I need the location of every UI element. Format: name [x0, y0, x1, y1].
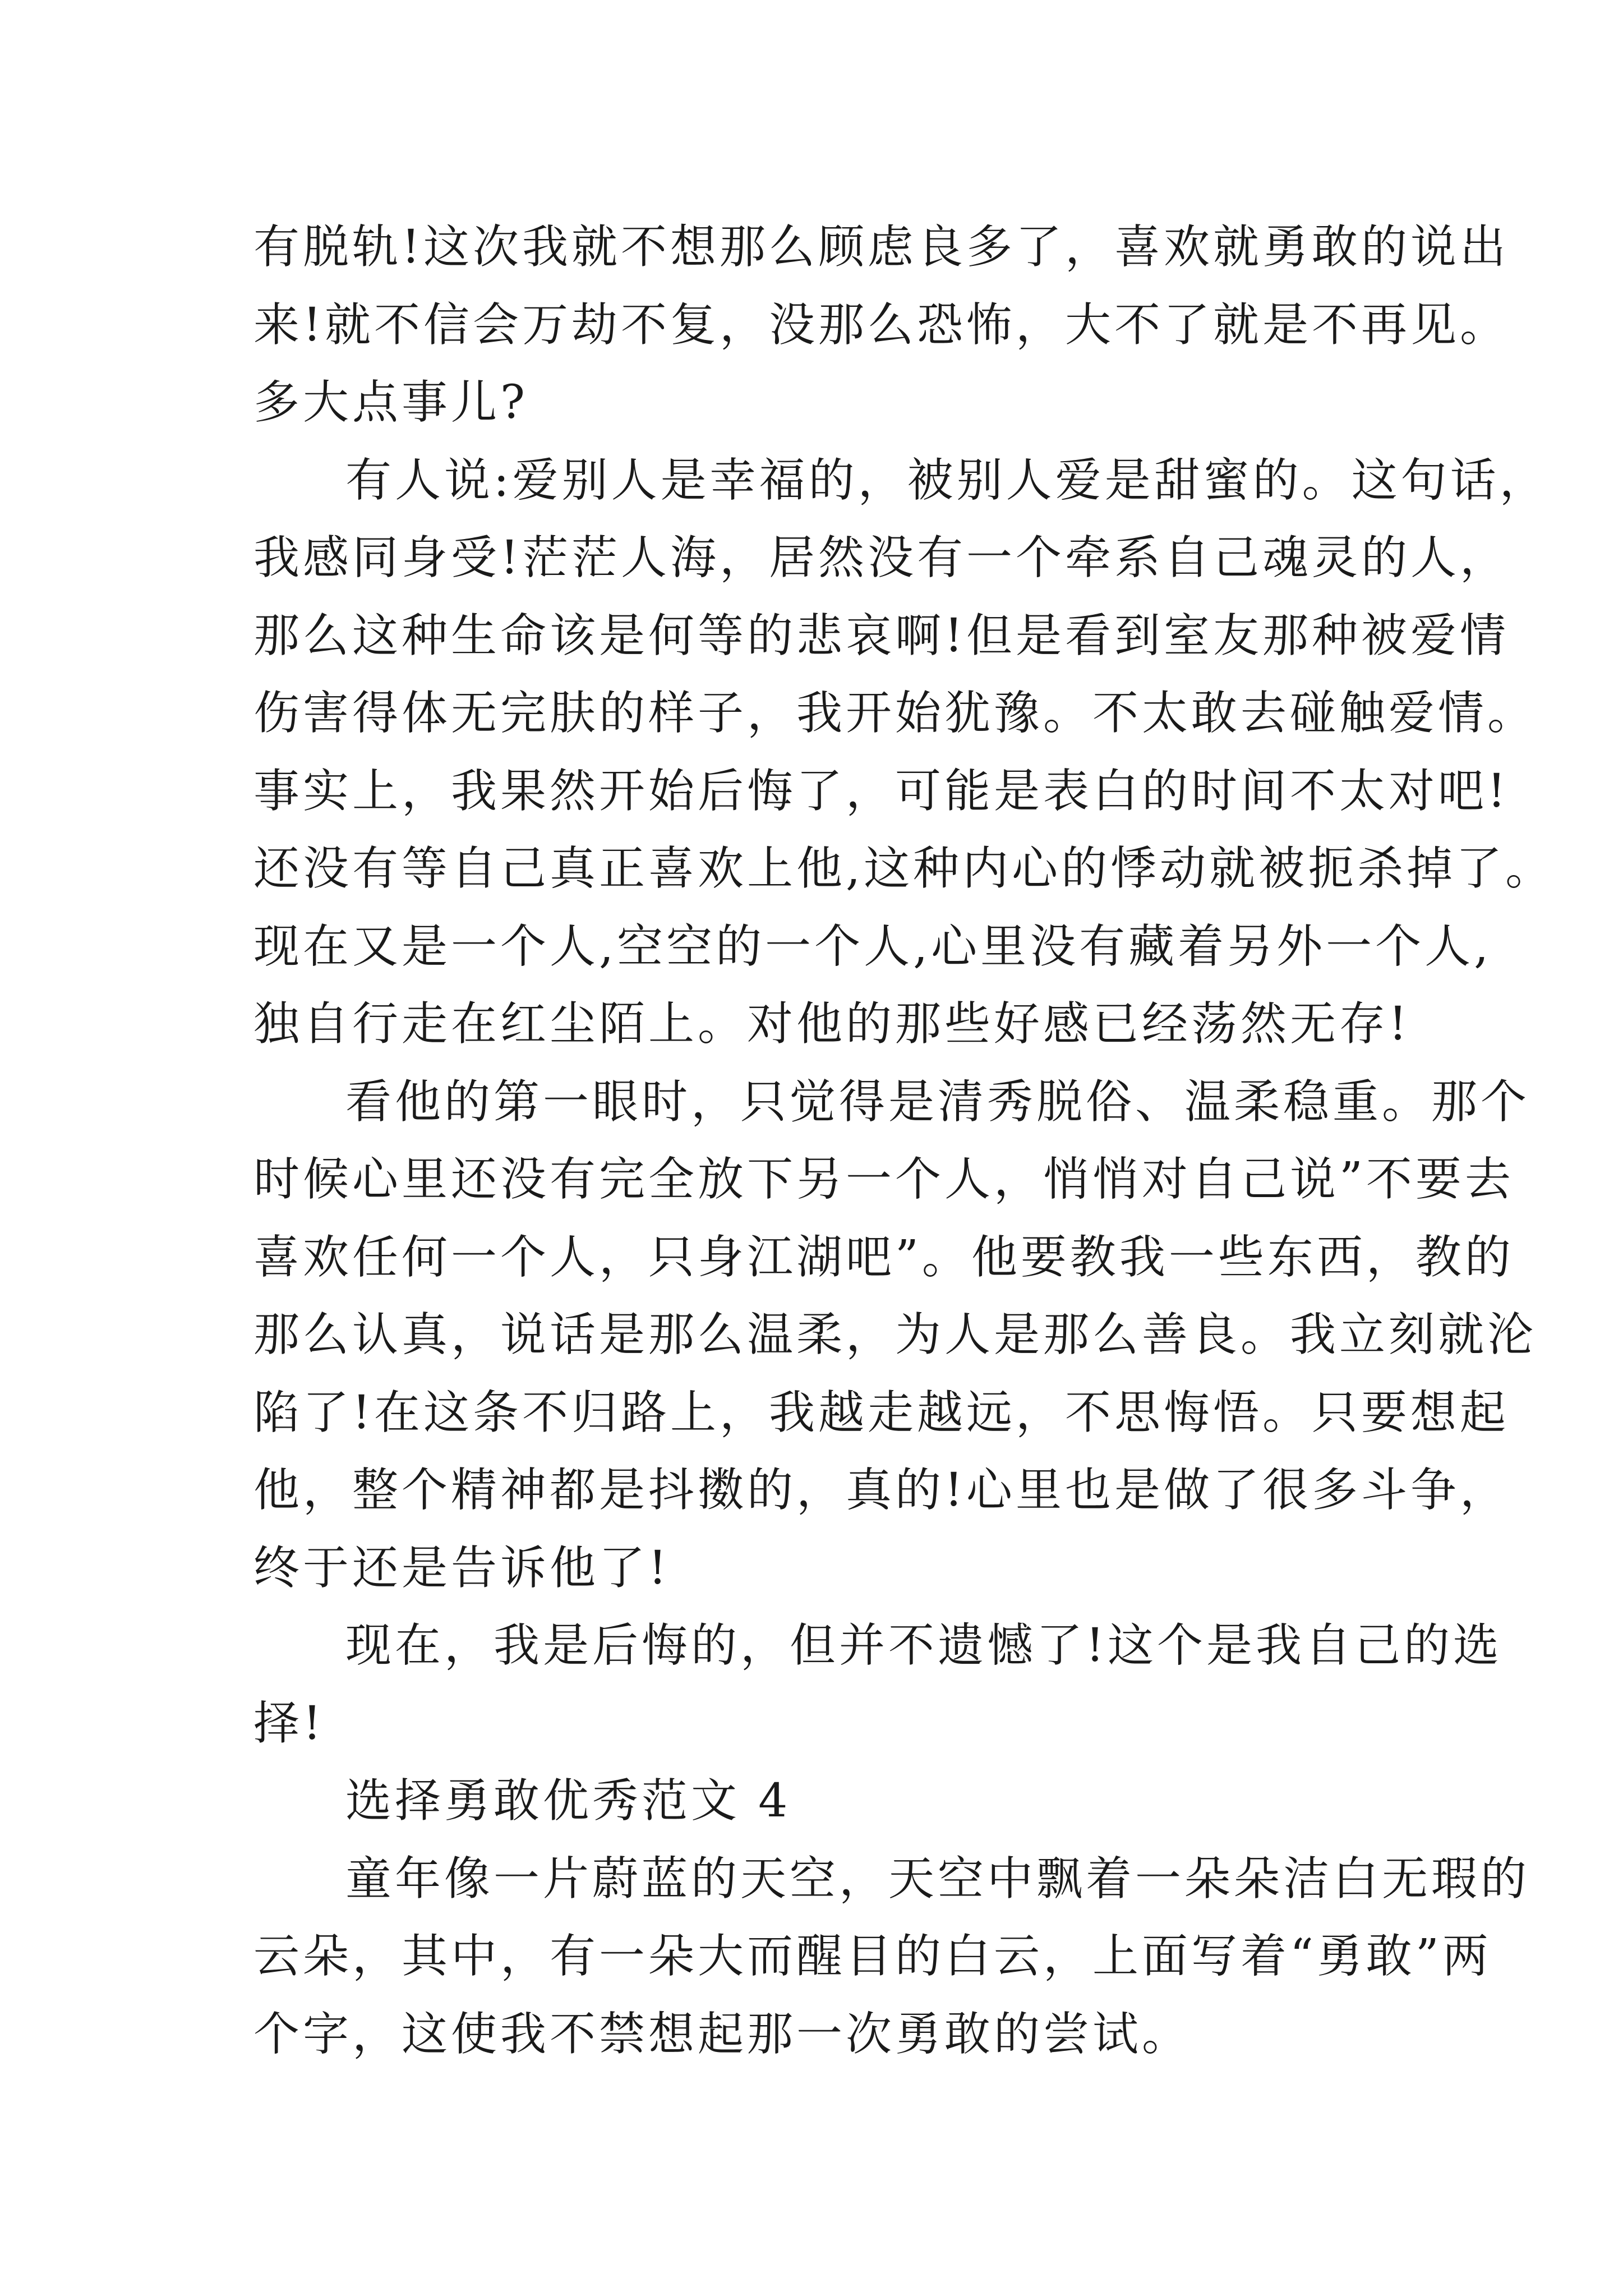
text-line: 有人说:爱别人是幸福的，被别人爱是甜蜜的。这句话，	[345, 453, 1549, 507]
text-line: 我感同身受!茫茫人海，居然没有一个牵系自己魂灵的人，	[253, 531, 1509, 585]
text-line: 还没有等自己真正喜欢上他,这种内心的悸动就被扼杀掉了。	[253, 842, 1555, 895]
paragraph-4	[253, 1607, 1502, 1763]
text-line: 多大点事儿?	[253, 376, 528, 429]
section-heading	[253, 1763, 1403, 1841]
text-line: 伤害得体无完肤的样子，我开始犹豫。不太敢去碰触爱情。	[253, 687, 1537, 740]
text-line: 他，整个精神都是抖擞的，真的!心里也是做了很多斗争，	[253, 1464, 1509, 1517]
text-line: 云朵，其中，有一朵大而醒目的白云，上面写着“勇敢”两	[253, 1930, 1492, 1983]
text-line: 个字，这使我不禁想起那一次勇敢的尝试。	[253, 2007, 1192, 2061]
document-body	[253, 209, 1555, 2073]
paragraph-3	[253, 1064, 1537, 1608]
text-line: 事实上，我果然开始后悔了，可能是表白的时间不太对吧!	[253, 764, 1509, 818]
text-line: 现在，我是后悔的，但并不遗憾了!这个是我自己的选	[345, 1619, 1502, 1672]
text-line: 看他的第一眼时，只觉得是清秀脱俗、温柔稳重。那个	[345, 1075, 1530, 1129]
text-line: 现在又是一个人,空空的一个人,心里没有藏着另外一个人,	[253, 919, 1492, 973]
text-line: 独自行走在红尘陌上。对他的那些好感已经荡然无存!	[253, 997, 1410, 1051]
text-line: 择!	[253, 1696, 325, 1750]
text-line: 有脱轨!这次我就不想那么顾虑良多了，喜欢就勇敢的说出	[253, 220, 1509, 274]
text-line: 来!就不信会万劫不复，没那么恐怖，大不了就是不再见。	[253, 298, 1509, 352]
text-line: 时候心里还没有完全放下另一个人，悄悄对自己说”不要去	[253, 1153, 1514, 1206]
paragraph-1	[253, 209, 1509, 442]
text-line: 童年像一片蔚蓝的天空，天空中飘着一朵朵洁白无瑕的	[345, 1852, 1530, 1906]
text-line: 那么这种生命该是何等的悲哀啊!但是看到室友那种被爱情	[253, 609, 1509, 662]
text-line: 陷了!在这条不归路上，我越走越远，不思悔悟。只要想起	[253, 1386, 1509, 1439]
heading-text: 选择勇敢优秀范文 4	[345, 1774, 791, 1828]
text-line: 那么认真，说话是那么温柔，为人是那么善良。我立刻就沦	[253, 1308, 1537, 1361]
text-line: 喜欢任何一个人，只身江湖吧”。他要教我一些东西，教的	[253, 1230, 1514, 1284]
text-line: 终于还是告诉他了!	[253, 1541, 670, 1595]
paragraph-2	[253, 442, 1555, 1064]
paragraph-5	[253, 1841, 1530, 2074]
